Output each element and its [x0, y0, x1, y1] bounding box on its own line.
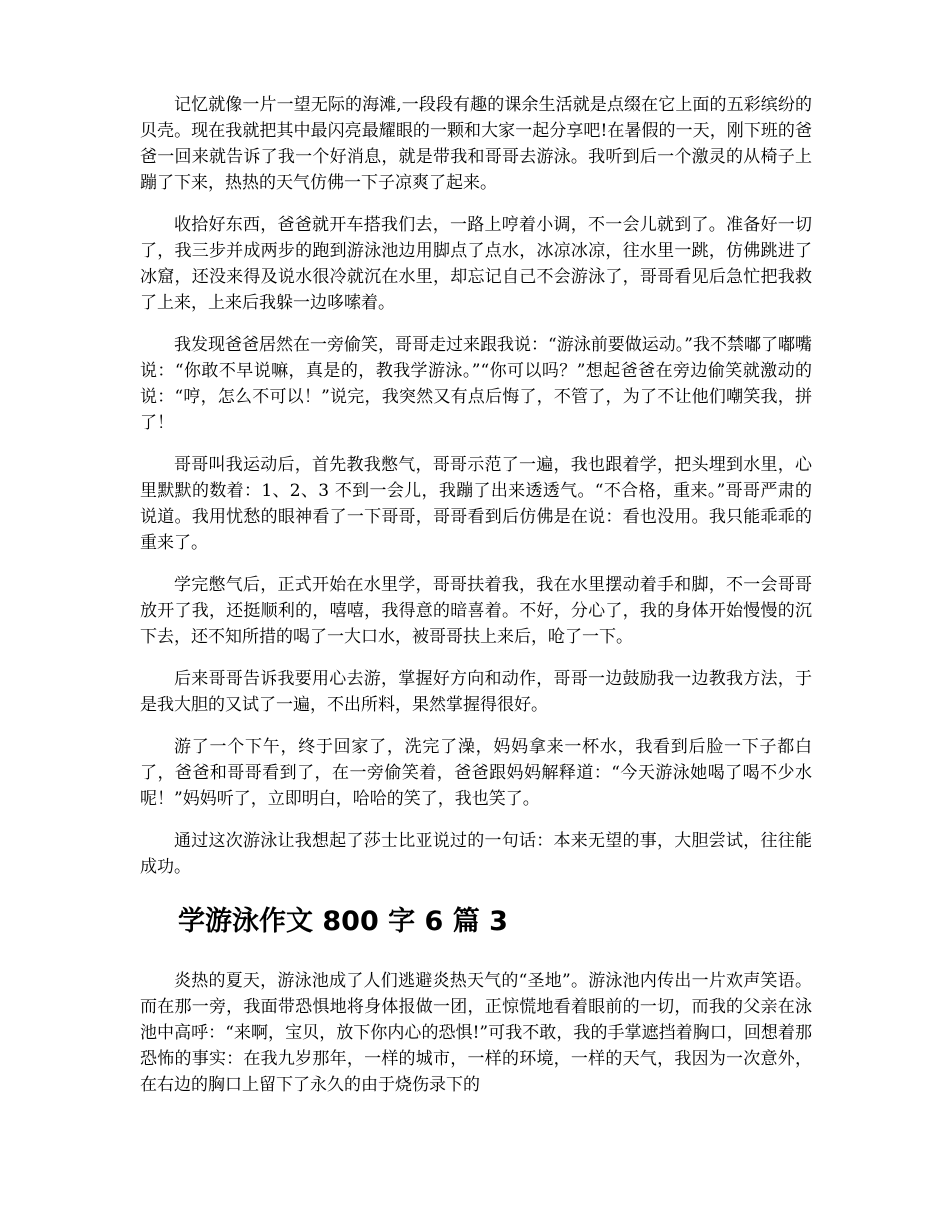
paragraph: 我发现爸爸居然在一旁偷笑，哥哥走过来跟我说：“游泳前要做运动。”我不禁嘟了嘟嘴说：“你敢不早说嘛，真是的，教我学游泳。”“你可以吗？”想起爸爸在旁边偷笑就激动的说：“哼，怎么不可以！”说完，我突然又有点后悔了，不管了，为了不让他们嘲笑我，拼了！	[140, 335, 812, 433]
section-heading: 学游泳作文 800 字 6 篇 3	[178, 906, 508, 937]
paragraph: 通过这次游泳让我想起了莎士比亚说过的一句话：本来无望的事，大胆尝试，往往能成功。	[140, 831, 812, 877]
paragraph: 游了一个下午，终于回家了，洗完了澡，妈妈拿来一杯水，我看到后脸一下子都白了，爸爸和哥哥看到了，在一旁偷笑着，爸爸跟妈妈解释道：“今天游泳她喝了喝不少水呢！”妈妈听了，立即明白，哈哈的笑了，我也笑了。	[140, 737, 812, 809]
paragraph: 记忆就像一片一望无际的海滩,一段段有趣的课余生活就是点缀在它上面的五彩缤纷的贝壳。现在我就把其中最闪亮最耀眼的一颗和大家一起分享吧!在暑假的一天，刚下班的爸爸一回来就告诉了我一个好消息，就是带我和哥哥去游泳。我听到后一个激灵的从椅子上蹦了下来，热热的天气仿佛一下子凉爽了起来。	[140, 95, 812, 193]
paragraph: 哥哥叫我运动后，首先教我憋气，哥哥示范了一遍，我也跟着学，把头埋到水里，心里默默的数着：1、2、3 不到一会儿，我蹦了出来透透气。“不合格，重来。”哥哥严肃的说道。我用忧愁的眼神看了一下哥哥，哥哥看到后仿佛是在说：看也没用。我只能乖乖的重来了。	[140, 455, 812, 553]
paragraph: 炎热的夏天，游泳池成了人们逃避炎热天气的“圣地”。游泳池内传出一片欢声笑语。而在那一旁，我面带恐惧地将身体报做一团，正惊慌地看着眼前的一切，而我的父亲在泳池中高呼：“来啊，宝贝，放下你内心的恐惧!”可我不敢，我的手掌遮挡着胸口，回想着那恐怖的事实：在我九岁那年，一样的城市，一样的环境，一样的天气，我因为一次意外，在右边的胸口上留下了永久的由于烧伤录下的	[140, 971, 812, 1095]
paragraph: 后来哥哥告诉我要用心去游，掌握好方向和动作，哥哥一边鼓励我一边教我方法，于是我大胆的又试了一遍，不出所料，果然掌握得很好。	[140, 669, 812, 715]
paragraph: 学完憋气后，正式开始在水里学，哥哥扶着我，我在水里摆动着手和脚，不一会哥哥放开了我，还挺顺利的，嘻嘻，我得意的暗喜着。不好，分心了，我的身体开始慢慢的沉下去，还不知所措的喝了一大口水，被哥哥扶上来后，呛了一下。	[140, 575, 812, 647]
document-body	[140, 92, 812, 1114]
paragraph: 收拾好东西，爸爸就开车搭我们去，一路上哼着小调，不一会儿就到了。准备好一切了，我三步并成两步的跑到游泳池边用脚点了点水，冰凉冰凉，往水里一跳，仿佛跳进了冰窟，还没来得及说水很冷就沉在水里，却忘记自己不会游泳了，哥哥看见后急忙把我救了上来，上来后我躲一边哆嗦着。	[140, 215, 812, 313]
